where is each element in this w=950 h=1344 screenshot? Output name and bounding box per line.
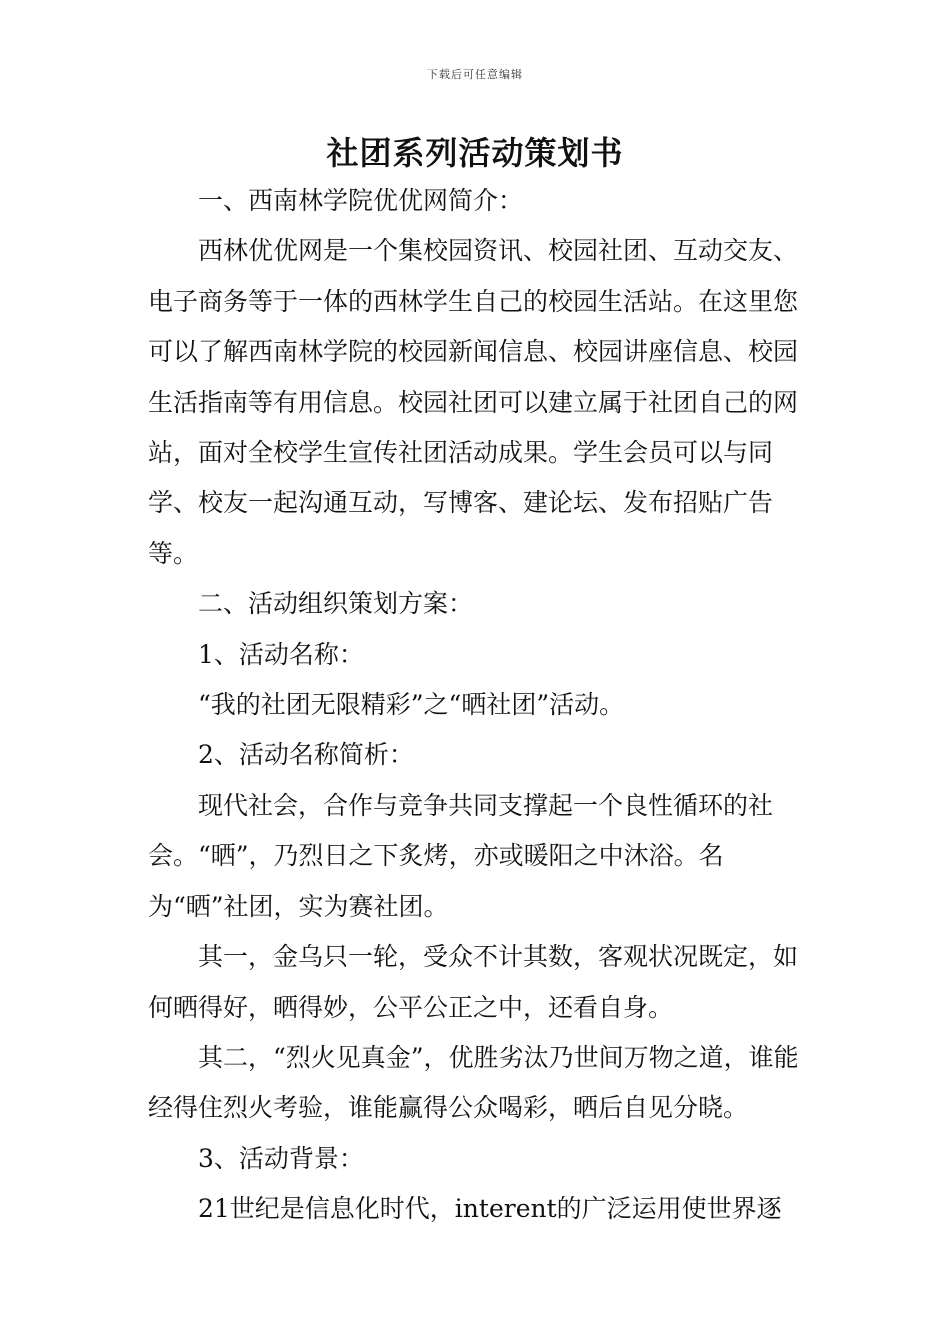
document-body xyxy=(148,176,808,1235)
paragraph: 21世纪是信息化时代，interent的广泛运用使世界逐 xyxy=(198,1194,782,1224)
paragraph: 其一，金乌只一轮，受众不计其数，客观状况既定，如何晒得好，晒得妙，公平公正之中，还看自身。 xyxy=(148,942,799,1022)
subsection-heading: 1、活动名称： xyxy=(198,639,364,669)
document-title: 社团系列活动策划书 xyxy=(326,134,624,172)
paragraph: 西林优优网是一个集校园资讯、校园社团、互动交友、电子商务等于一体的西林学生自己的校园生活站。在这里您可以了解西南林学院的校园新闻信息、校园讲座信息、校园生活指南等有用信息。校园社团可以建立属于社团自己的网站，面对全校学生宣传社团活动成果。学生会员可以与同学、校友一起沟通互动，写博客、建论坛、发布招贴广告等。 xyxy=(148,236,799,568)
section-heading: 二、活动组织策划方案： xyxy=(198,589,474,619)
section-heading: 一、西南林学院优优网简介： xyxy=(198,186,524,215)
subsection-heading: 2、活动名称简析： xyxy=(198,740,414,770)
header-note: 下载后可任意编辑 xyxy=(427,68,523,81)
subsection-heading: 3、活动背景： xyxy=(198,1143,364,1173)
paragraph: “我的社团无限精彩”之“晒社团”活动。 xyxy=(198,690,625,720)
paragraph: 其二，“烈火见真金”，优胜劣汰乃世间万物之道，谁能经得住烈火考验，谁能赢得公众喝彩，晒后自见分晓。 xyxy=(148,1042,799,1123)
paragraph: 现代社会，合作与竞争共同支撑起一个良性循环的社会。“晒”，乃烈日之下炙烤，亦或暖阳之中沐浴。名为“晒”社团，实为赛社团。 xyxy=(148,790,774,921)
